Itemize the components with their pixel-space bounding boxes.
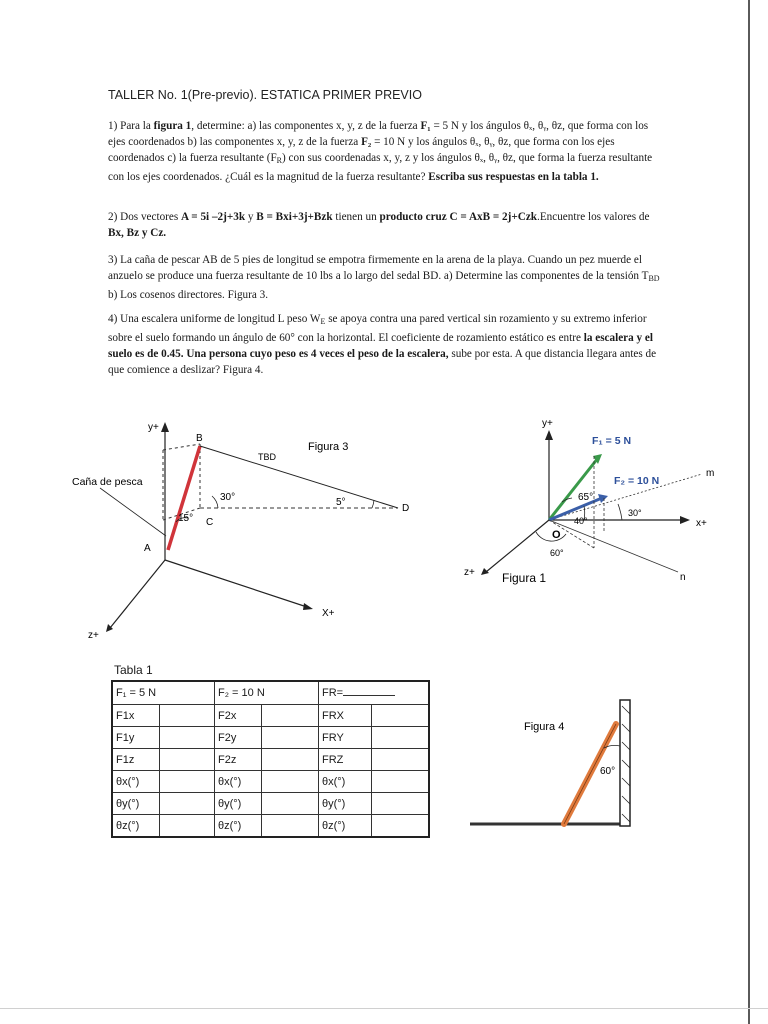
p3-text-c: b) Los cosenos directores. Figura 3. <box>108 289 269 301</box>
fig3-x-label: X+ <box>322 608 335 619</box>
table-cell-label: FRX <box>319 705 372 727</box>
problem-2 <box>108 209 668 241</box>
table-cell-label: FRZ <box>319 749 372 771</box>
p2-text-b: A = 5i –2j+3k <box>181 211 246 223</box>
p2-text-d: B = Bxi+3j+Bzk <box>256 211 333 223</box>
fig3-point-c: C <box>206 517 214 528</box>
table-cell-answer[interactable] <box>372 727 430 749</box>
table-cell-answer[interactable] <box>262 749 319 771</box>
fig1-f1-label: F₁ = 5 N <box>592 435 632 447</box>
fig3-caption-leader <box>100 488 166 536</box>
fig3-angle-30: 30° <box>220 492 236 503</box>
p1-text-f: F₂ <box>361 136 372 148</box>
fig1-z-arrow-icon <box>481 568 489 575</box>
fig1-origin-label: O <box>552 529 561 541</box>
fig3-z-axis <box>110 560 165 628</box>
fig1-angle-30: 30° <box>628 508 642 518</box>
table-cell-answer[interactable] <box>262 771 319 793</box>
table-cell-answer[interactable] <box>262 793 319 815</box>
p2-text-e: tienen un <box>332 211 380 223</box>
table-cell-answer[interactable] <box>160 727 215 749</box>
fig3-point-a: A <box>144 543 151 554</box>
p2-text-g: .Encuentre los valores de <box>537 211 650 223</box>
fig3-x-arrow-icon <box>303 603 313 610</box>
table-row <box>112 705 429 727</box>
p2-text-a: 2) Dos vectores <box>108 211 182 223</box>
figure-1-diagram <box>458 412 728 592</box>
table-cell-label: F1x <box>112 705 160 727</box>
table-cell-answer[interactable] <box>262 727 319 749</box>
fig1-angle-60: 60° <box>550 548 564 558</box>
table-cell-answer[interactable] <box>160 705 215 727</box>
table-1 <box>111 680 430 838</box>
table-cell-answer[interactable] <box>372 749 430 771</box>
p2-text-c: y <box>245 211 257 223</box>
table-cell-label: θx(°) <box>112 771 160 793</box>
figure-4-diagram <box>466 696 636 836</box>
page-title: TALLER No. 1(Pre-previo). ESTATICA PRIMER PREVIO <box>108 88 422 102</box>
table-cell-label: FRY <box>319 727 372 749</box>
table-cell-answer[interactable] <box>372 771 430 793</box>
fig1-angle-40: 40° <box>574 516 588 526</box>
fig3-y-arrow-icon <box>161 422 169 432</box>
table-row <box>112 727 429 749</box>
table-cell-answer[interactable] <box>262 815 319 838</box>
table-cell-label: θx(°) <box>319 771 372 793</box>
table-cell-answer[interactable] <box>160 815 215 838</box>
fig3-caption: Caña de pesca <box>72 476 143 488</box>
table-cell-label: θz(°) <box>215 815 262 838</box>
p1-text-b: figura 1 <box>153 120 192 132</box>
table-1-header-f2: F₂ = 10 N <box>215 681 319 705</box>
table-cell-answer[interactable] <box>160 793 215 815</box>
fig1-z-axis <box>486 520 549 572</box>
fig3-point-d: D <box>402 503 410 514</box>
table-cell-answer[interactable] <box>372 815 430 838</box>
p1-text-e: = 5 N y los ángulos θₓ, θᵧ, θz, que forma con los ejes coordenados b) las componentes x, y, z de la fuerza <box>108 120 649 148</box>
table-row <box>112 771 429 793</box>
table-1-header-f1: F₁ = 5 N <box>112 681 215 705</box>
page-edge <box>748 0 750 1024</box>
fig1-x-label: x+ <box>696 518 707 529</box>
table-cell-label: F2z <box>215 749 262 771</box>
p4-text-c: se apoya contra una pared vertical sin rozamiento y su extremo inferior sobre el suelo formando un ángulo de 60° con la horizontal. El coeficiente de rozamiento estático es entre <box>108 313 647 344</box>
fig3-point-b: B <box>196 433 203 444</box>
fig3-x-axis <box>165 560 310 608</box>
p1-text-a: 1) Para la <box>108 120 154 132</box>
fig1-z-label: z+ <box>464 567 475 578</box>
table-row <box>112 793 429 815</box>
fig1-m-label: m <box>706 468 715 479</box>
p3-text-b: BD <box>648 274 660 283</box>
fig1-arc-30 <box>618 504 622 520</box>
table-cell-label: F1z <box>112 749 160 771</box>
fig3-dash-top <box>163 444 200 450</box>
problem-4 <box>108 311 668 378</box>
table-cell-label: F2y <box>215 727 262 749</box>
p1-text-d: F₁ <box>420 120 431 132</box>
table-row <box>112 815 429 838</box>
table-1-header-fr-text: FR= <box>322 687 344 699</box>
p4-text-b: E <box>320 317 326 326</box>
p1-text-g: = 10 N y los ángulos θₓ, θᵧ, θz, que forma con los ejes coordenados c) la fuerza resultante (F <box>108 136 615 164</box>
fig1-line-n <box>549 520 678 572</box>
fig3-arc-30 <box>212 496 218 508</box>
table-1-title: Tabla 1 <box>114 663 153 677</box>
fig1-n-label: n <box>680 572 686 583</box>
fig3-tension-label: TBD <box>258 452 276 462</box>
fig3-fishing-rod <box>168 446 200 550</box>
problem-3 <box>108 252 668 303</box>
p1-text-c: , determine: a) las componentes x, y, z de la fuerza <box>191 120 421 132</box>
fig1-y-arrow-icon <box>545 430 553 440</box>
table-cell-label: F2x <box>215 705 262 727</box>
table-cell-label: θz(°) <box>319 815 372 838</box>
table-cell-answer[interactable] <box>160 771 215 793</box>
fig1-f2-label: F₂ = 10 N <box>614 475 660 487</box>
table-cell-label: θy(°) <box>319 793 372 815</box>
fig3-title: Figura 3 <box>308 441 349 453</box>
table-cell-label: θx(°) <box>215 771 262 793</box>
p1-text-h: R <box>276 156 283 165</box>
fig3-z-label: z+ <box>88 630 99 641</box>
table-1-fr-blank[interactable] <box>343 695 395 696</box>
table-cell-label: F1y <box>112 727 160 749</box>
table-cell-label: θy(°) <box>215 793 262 815</box>
fig3-y-label: y+ <box>148 422 159 433</box>
table-cell-label: θy(°) <box>112 793 160 815</box>
table-1-header-fr <box>319 681 430 705</box>
fig1-title: Figura 1 <box>502 571 547 585</box>
figure-3-diagram <box>60 410 440 650</box>
fig1-y-label: y+ <box>542 418 553 429</box>
fig3-angle-15: 15° <box>178 513 194 524</box>
fig3-angle-5: 5° <box>336 497 346 508</box>
table-cell-answer[interactable] <box>262 705 319 727</box>
p4-text-a: 4) Una escalera uniforme de longitud L peso W <box>108 313 321 325</box>
fig1-x-arrow-icon <box>680 516 690 524</box>
fig1-arc-60 <box>536 532 566 541</box>
p2-text-h: Bx, Bz y Cz. <box>108 227 167 239</box>
table-cell-answer[interactable] <box>160 749 215 771</box>
table-1-header-row <box>112 681 429 705</box>
p1-text-i: ) con sus coordenadas x, y, z y los ángulos θₓ, θᵧ, θz, que forma la fuerza resultante con los ejes coordenados. ¿Cuál es la magnitud de la fuerza resultante? <box>108 152 653 183</box>
table-cell-answer[interactable] <box>372 705 430 727</box>
fig1-f2-arrowhead-icon <box>598 494 608 503</box>
p2-text-f: producto cruz C = AxB = 2j+Czk <box>379 211 538 223</box>
table-row <box>112 749 429 771</box>
page-bottom-edge <box>0 1008 768 1009</box>
fig3-arc-5 <box>372 500 374 508</box>
fig1-angle-65: 65° <box>578 492 594 503</box>
fig4-angle-label: 60° <box>600 766 616 777</box>
fig4-title: Figura 4 <box>524 721 565 733</box>
p3-text-a: 3) La caña de pescar AB de 5 pies de longitud se empotra firmemente en la arena de la playa. Cuando un pez muerde el anzuelo se produce una fuerza resultante de 10 lbs a lo largo del sedal BD. a) Determine las componentes de la tensión T <box>108 254 649 282</box>
table-cell-label: θz(°) <box>112 815 160 838</box>
table-cell-answer[interactable] <box>372 793 430 815</box>
p4-text-e: sube por esta. A que distancia llegara antes de que comience a deslizar? Figura 4. <box>108 348 657 376</box>
p4-text-d: la escalera y el suelo es de 0.45. Una persona cuyo peso es 4 veces el peso de la escalera, <box>108 332 654 360</box>
p1-text-j: Escriba sus respuestas en la tabla 1. <box>428 171 599 183</box>
problem-1 <box>108 118 668 185</box>
